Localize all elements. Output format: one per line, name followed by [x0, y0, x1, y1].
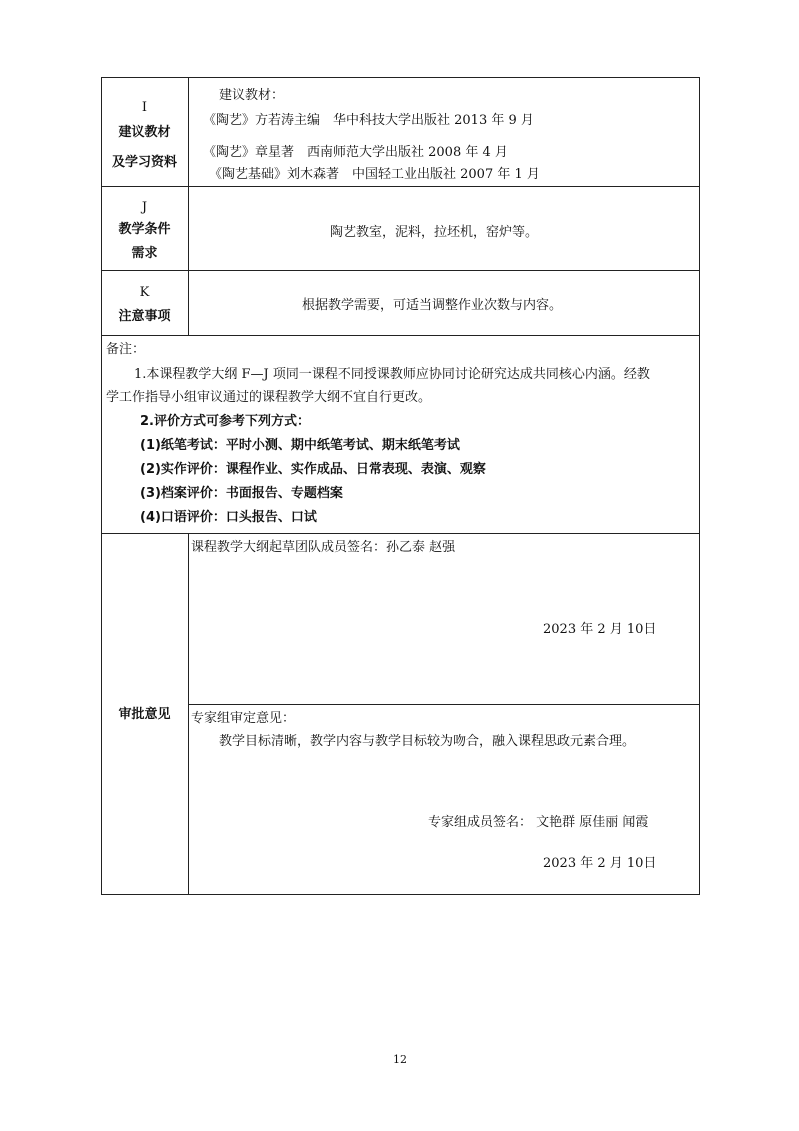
table-bottom-border [101, 894, 700, 895]
approval-label: 审批意见 [118, 707, 171, 722]
notes-sub2: (2)实作评价：课程作业、实作成品、日常表现、表演、观察 [140, 462, 486, 477]
section-j-content: 陶艺教室，泥料，拉坯机，窑炉等。 [330, 225, 539, 240]
notes-sub1: (1)纸笔考试：平时小测、期中纸笔考试、期末纸笔考试 [140, 438, 460, 453]
row-divider-i-j [101, 186, 700, 187]
section-i-book-1: 《陶艺》方若涛主编 华中科技大学出版社 2013 年 9 月 [203, 113, 534, 128]
section-i-code: I [141, 100, 148, 115]
section-k-content: 根据教学需要，可适当调整作业次数与内容。 [302, 298, 563, 313]
section-k-title: 注意事项 [118, 309, 171, 324]
section-i-book-3: 《陶艺基础》刘木森著 中国轻工业出版社 2007 年 1 月 [209, 167, 540, 182]
section-k-code: K [139, 285, 150, 300]
row-divider-j-k [101, 270, 700, 271]
expert-heading: 专家组审定意见： [191, 711, 296, 726]
row-divider-approval-inner [188, 704, 700, 705]
notes-item1-line1: 1.本课程教学大纲 F—J 项同一课程不同授课教师应协同讨论研究达成共同核心内涵。经教 [134, 367, 650, 382]
notes-label: 备注： [106, 342, 146, 357]
row-divider-k-notes [101, 335, 700, 336]
section-j-title-line1: 教学条件 [118, 222, 171, 237]
section-i-book-2: 《陶艺》章星著 西南师范大学出版社 2008 年 4 月 [203, 145, 508, 160]
notes-item2: 2.评价方式可参考下列方式： [140, 414, 310, 429]
team-sign: 课程教学大纲起草团队成员签名：孙乙泰 赵强 [191, 540, 456, 555]
column-divider-top [188, 77, 189, 335]
section-i-title-line1: 建议教材 [118, 125, 171, 140]
section-i-heading: 建议教材： [219, 88, 285, 103]
column-divider-approval [188, 533, 189, 895]
page-number: 12 [393, 1053, 407, 1066]
table-right-border [699, 77, 700, 895]
notes-sub3: (3)档案评价：书面报告、专题档案 [140, 486, 343, 501]
expert-date: 2023 年 2 月 10日 [543, 856, 657, 871]
expert-opinion: 教学目标清晰，教学内容与教学目标较为吻合，融入课程思政元素合理。 [219, 734, 636, 749]
table-top-border [101, 77, 700, 78]
expert-sign: 专家组成员签名： 文艳群 原佳丽 闻霞 [428, 815, 649, 830]
notes-item1-line2: 学工作指导小组审议通过的课程教学大纲不宜自行更改。 [106, 390, 432, 405]
section-j-title-line2: 需求 [131, 246, 158, 261]
notes-sub4: (4)口语评价：口头报告、口试 [140, 510, 317, 525]
row-divider-notes-approval [101, 533, 700, 534]
team-date: 2023 年 2 月 10日 [543, 622, 657, 637]
section-j-code: J [141, 200, 148, 215]
section-i-title-line2: 及学习资料 [111, 155, 177, 170]
